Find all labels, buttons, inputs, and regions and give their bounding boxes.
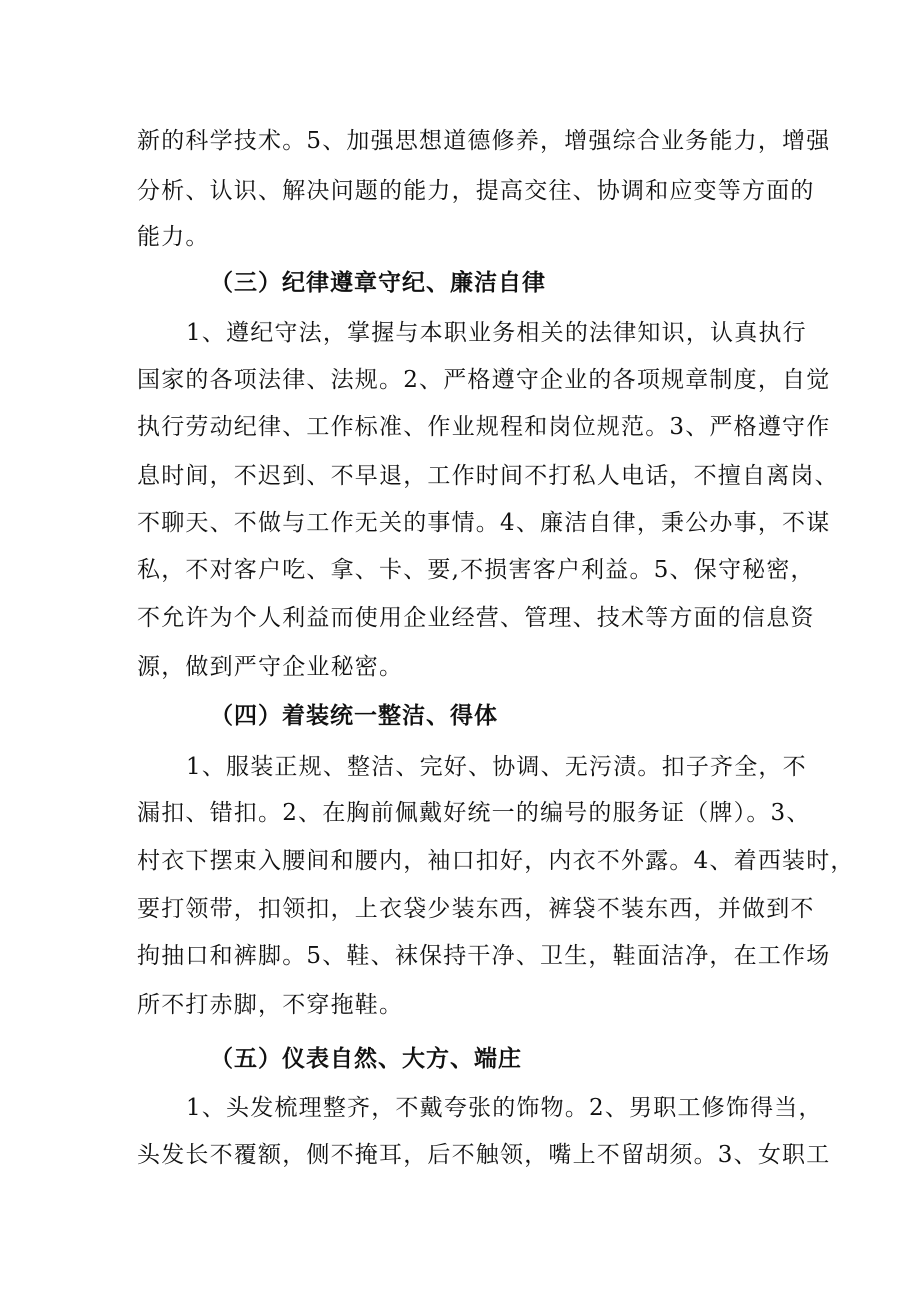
paragraph-line: 执行劳动纪律、工作标准、作业规程和岗位规范。3、严格遵守作 (137, 414, 831, 440)
paragraph-line: 1、遵纪守法，掌握与本职业务相关的法律知识，认真执行 (186, 320, 807, 346)
section-heading-3: （三）纪律遵章守纪、廉洁自律 (210, 270, 546, 296)
paragraph-line: 分析、认识、解决问题的能力，提高交往、协调和应变等方面的 (137, 178, 815, 204)
paragraph-line: 能力。 (137, 224, 210, 250)
paragraph-line: 1、服装正规、整洁、完好、协调、无污渍。扣子齐全，不 (186, 754, 807, 780)
paragraph-line: 私，不对客户吃、拿、卡、要,不损害客户利益。5、保守秘密， (137, 557, 815, 583)
paragraph-line: 不聊天、不做与工作无关的事情。4、廉洁自律，秉公办事，不谋 (137, 510, 831, 536)
paragraph-line: 村衣下摆束入腰间和腰内，袖口扣好，内衣不外露。4、着西装时， (137, 848, 855, 874)
paragraph-line: 漏扣、错扣。2、在胸前佩戴好统一的编号的服务证（牌）。3、 (137, 800, 811, 826)
paragraph-line: 头发长不覆额，侧不掩耳，后不触领，嘴上不留胡须。3、女职工 (137, 1142, 831, 1168)
paragraph-line: 拘抽口和裤脚。5、鞋、袜保持干净、卫生，鞋面洁净，在工作场 (137, 943, 831, 969)
paragraph-line: 源，做到严守企业秘密。 (137, 654, 404, 680)
paragraph-line: 所不打赤脚，不穿拖鞋。 (137, 992, 404, 1018)
paragraph-line: 新的科学技术。5、加强思想道德修养，增强综合业务能力，增强 (137, 128, 831, 154)
section-heading-5: （五）仪表自然、大方、端庄 (210, 1046, 522, 1072)
paragraph-line: 要打领带，扣领扣，上衣袋少装东西，裤袋不装东西，并做到不 (137, 896, 815, 922)
section-heading-4: （四）着装统一整洁、得体 (210, 703, 498, 729)
paragraph-line: 息时间，不迟到、不早退，工作时间不打私人电话，不擅自离岗、 (137, 463, 839, 489)
paragraph-line: 国家的各项法律、法规。2、严格遵守企业的各项规章制度，自觉 (137, 367, 831, 393)
paragraph-line: 不允许为个人利益而使用企业经营、管理、技术等方面的信息资 (137, 605, 815, 631)
paragraph-line: 1、头发梳理整齐，不戴夸张的饰物。2、男职工修饰得当， (186, 1095, 823, 1121)
